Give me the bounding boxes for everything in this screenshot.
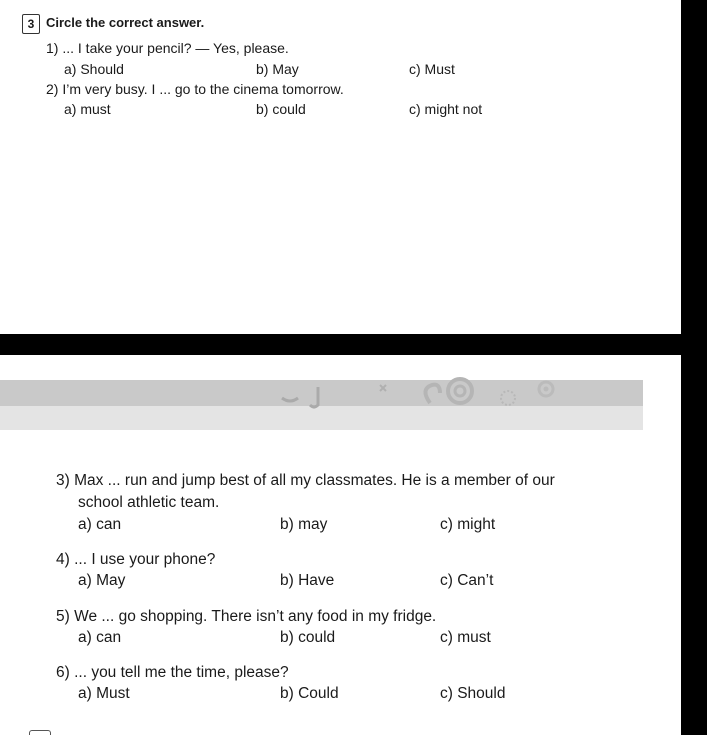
question-5-option-a: a) can xyxy=(78,629,122,646)
question-6-stem: 6) ... you tell me the time, please? xyxy=(56,664,289,681)
question-4-stem: 4) ... I use your phone? xyxy=(56,551,216,568)
question-3-stem-continuation: school athletic team. xyxy=(78,494,220,511)
question-1-option-b: b) May xyxy=(256,61,299,77)
question-5-option-c: c) must xyxy=(440,629,491,646)
question-2-option-a: a) must xyxy=(64,101,111,117)
question-4-option-c: c) Can’t xyxy=(440,572,494,589)
question-4-option-b: b) Have xyxy=(280,572,335,589)
question-1-stem: 1) ... I take your pencil? — Yes, please. xyxy=(46,40,289,56)
question-2-option-c: c) might not xyxy=(409,101,483,117)
exercise-title: Circle the correct answer. xyxy=(46,15,205,30)
question-3-option-a: a) can xyxy=(78,516,122,533)
question-1-option-c: c) Must xyxy=(409,61,455,77)
question-3-option-b: b) may xyxy=(280,516,328,533)
top-page-section xyxy=(0,0,681,334)
exercise-number-box: 3 xyxy=(22,14,40,34)
question-1-option-a: a) Should xyxy=(64,61,124,77)
question-5-stem: 5) We ... go shopping. There isn’t any food in my fridge. xyxy=(56,608,437,625)
question-6-option-a: a) Must xyxy=(78,685,130,702)
decorative-swirls-icon xyxy=(270,373,600,413)
bottom-page-section xyxy=(0,355,681,735)
question-6-option-c: c) Should xyxy=(440,685,506,702)
question-5-option-b: b) could xyxy=(280,629,336,646)
next-exercise-number-box xyxy=(29,730,51,735)
question-3-stem: 3) Max ... run and jump best of all my classmates. He is a member of our xyxy=(56,472,555,489)
question-3-option-c: c) might xyxy=(440,516,496,533)
question-2-option-b: b) could xyxy=(256,101,306,117)
question-6-option-b: b) Could xyxy=(280,685,339,702)
question-4-option-a: a) May xyxy=(78,572,126,589)
question-2-stem: 2) I’m very busy. I ... go to the cinema tomorrow. xyxy=(46,81,344,97)
